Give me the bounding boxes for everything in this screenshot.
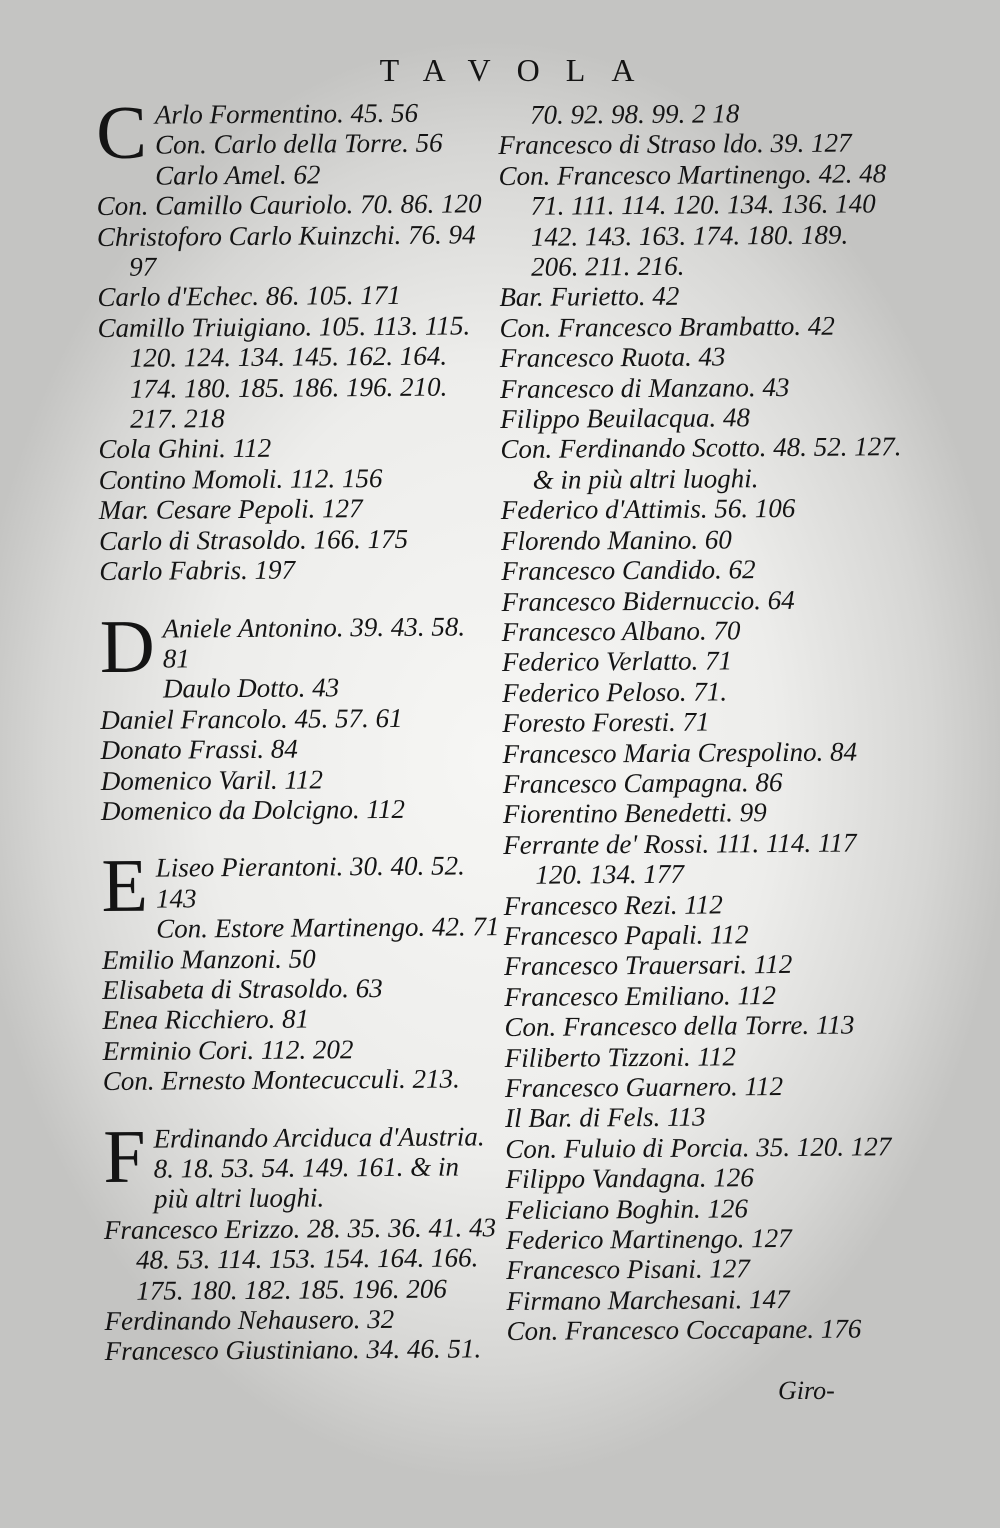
index-entry: Francesco Giustiniano. 34. 46. 51. [104,1333,482,1367]
index-entry: Mar. Cesare Pepoli. 127 [98,493,363,526]
index-column-right [498,97,937,1347]
index-entry-first: Con. Carlo della Torre. 56 [154,127,443,160]
index-entry: 120. 134. 177 [535,858,685,890]
index-entry: Con. Francesco della Torre. 113 [504,1009,855,1043]
index-entry: Firmano Marchesani. 147 [506,1283,790,1316]
index-entry: Foresto Foresti. 71 [502,706,710,739]
index-entry: Ferdinando Nehausero. 32 [104,1303,395,1337]
index-entry: Fiorentino Benedetti. 99 [502,797,767,830]
index-entry: Con. Ernesto Montecucculi. 213. [102,1063,460,1097]
index-entry: Con. Francesco Martinengo. 42. 48 [498,158,887,191]
index-entry: Francesco Rezi. 112 [503,889,723,921]
index-entry-first: Aniele Antonino. 39. 43. 58. [162,610,466,644]
page-title: TAVOLA [379,52,661,88]
index-entry: Bar. Furietto. 42 [499,281,680,313]
index-entry: 48. 53. 114. 153. 154. 164. 166. [135,1242,479,1275]
index-entry: Feliciano Boghin. 126 [505,1192,749,1225]
index-entry: Donato Frassi. 84 [100,733,298,766]
index-entry: Ferrante de' Rossi. 111. 114. 117 [503,827,857,860]
index-entry: Francesco Trauersari. 112 [503,949,793,982]
index-entry: Francesco Emiliano. 112 [504,979,777,1012]
index-entry: Con. Francesco Brambatto. 42 [499,310,835,343]
index-entry: Francesco Albano. 70 [501,615,741,647]
index-entry: Francesco Erizzo. 28. 35. 36. 41. 43 [103,1212,497,1245]
index-entry-first: 81 [162,643,190,674]
index-entry: Francesco di Manzano. 43 [499,371,790,404]
index-entry: 97 [129,251,157,282]
index-entry: Filippo Beuilacqua. 48 [500,402,751,435]
index-entry: Francesco di Straso ldo. 39. 127 [498,127,852,161]
index-entry: Filiberto Tizzoni. 112 [504,1040,737,1073]
drop-cap-initial: E [101,844,149,929]
index-entry: 142. 143. 163. 174. 180. 189. [530,219,849,252]
index-entry: Con. Fuluio di Porcia. 35. 120. 127 [505,1131,892,1164]
index-entry: Francesco Pisani. 127 [506,1253,750,1286]
index-column-left [95,90,505,1394]
index-entry: Con. Estore Martinengo. 42. 71 [156,911,500,944]
index-entry: 206. 211. 216. [531,250,685,282]
index-entry-first: Liseo Pierantoni. 30. 40. 52. [155,850,465,883]
index-section [95,90,499,587]
index-entry-first: più altri luoghi. [153,1182,325,1215]
index-entry: Federico Martinengo. 127 [505,1223,792,1256]
index-entry: Daulo Dotto. 43 [162,672,340,704]
index-section [103,1114,505,1367]
index-section [99,604,501,827]
index-entry: Florendo Manino. 60 [500,524,732,556]
index-entry-first: 143 [155,883,197,914]
index-entry: 71. 111. 114. 120. 134. 136. 140 [530,188,876,221]
index-entry: Francesco Campagna. 86 [502,766,783,799]
index-entry: Carlo d'Echec. 86. 105. 171 [97,280,401,313]
index-entry: Federico Peloso. 71. [502,676,728,708]
drop-cap-initial: C [95,90,148,175]
index-entry-first: 8. 18. 53. 54. 149. 161. & in [153,1151,460,1184]
index-entry: Federico Verlatto. 71 [501,645,733,678]
index-entry: Con. Camillo Cauriolo. 70. 86. 120 [96,188,482,222]
index-entry: Francesco Bidernuccio. 64 [501,584,795,617]
index-entry: 120. 124. 134. 145. 162. 164. [129,340,448,374]
index-entry: Elisabeta di Strasoldo. 63 [102,972,383,1005]
index-entry: Carlo Amel. 62 [155,159,321,191]
index-entry: 70. 92. 98. 99. 2 18 [529,98,740,130]
section-heading-block [103,1114,504,1215]
index-entry: Francesco Maria Crespolino. 84 [502,736,858,769]
index-entry: 217. 218 [130,403,225,434]
index-entry: Enea Ricchiero. 81 [102,1003,310,1036]
index-entry: Emilio Manzoni. 50 [101,943,316,975]
catchword: Giro- [778,1376,835,1405]
index-entry: Filippo Vandagna. 126 [505,1162,754,1195]
index-entry: 174. 180. 185. 186. 196. 210. [129,371,448,404]
index-entry: Carlo di Strasoldo. 166. 175 [98,523,409,556]
drop-cap-initial: F [103,1114,146,1199]
index-entry: Cola Ghini. 112 [98,433,272,465]
index-entry: Daniel Francolo. 45. 57. 61 [100,702,403,735]
index-entry: Francesco Papali. 112 [503,919,749,951]
index-entry: Erminio Cori. 112. 202 [102,1034,354,1066]
index-entry: & in più altri luoghi. [532,463,759,495]
index-entry: Con. Ferdinando Scotto. 48. 52. 127. [500,431,902,465]
index-entry-first: Erdinando Arciduca d'Austria. [153,1120,485,1154]
index-entry: Francesco Guarnero. 112 [504,1071,784,1103]
drop-cap-initial: D [99,604,155,689]
index-entry: Il Bar. di Fels. 113 [505,1101,706,1134]
index-entry: Domenico Varil. 112 [100,763,324,796]
index-entry-first: Arlo Formentino. 45. 56 [154,97,419,130]
index-entry: Francesco Ruota. 43 [499,341,726,374]
index-entry: Francesco Candido. 62 [501,554,756,587]
index-entry: Domenico da Dolcigno. 112 [100,793,406,826]
index-entry: Camillo Triuigiano. 105. 113. 115. [97,310,471,343]
index-entry: 175. 180. 182. 185. 196. 206 [136,1273,447,1306]
index-section [101,844,503,1097]
index-entry: Con. Francesco Coccapane. 176 [506,1313,862,1347]
index-entry: Carlo Fabris. 197 [99,554,296,587]
index-entry: Christoforo Carlo Kuinzchi. 76. 94 [96,218,476,252]
index-entry: Contino Momoli. 112. 156 [98,462,383,495]
index-entry: Federico d'Attimis. 56. 106 [500,493,796,526]
